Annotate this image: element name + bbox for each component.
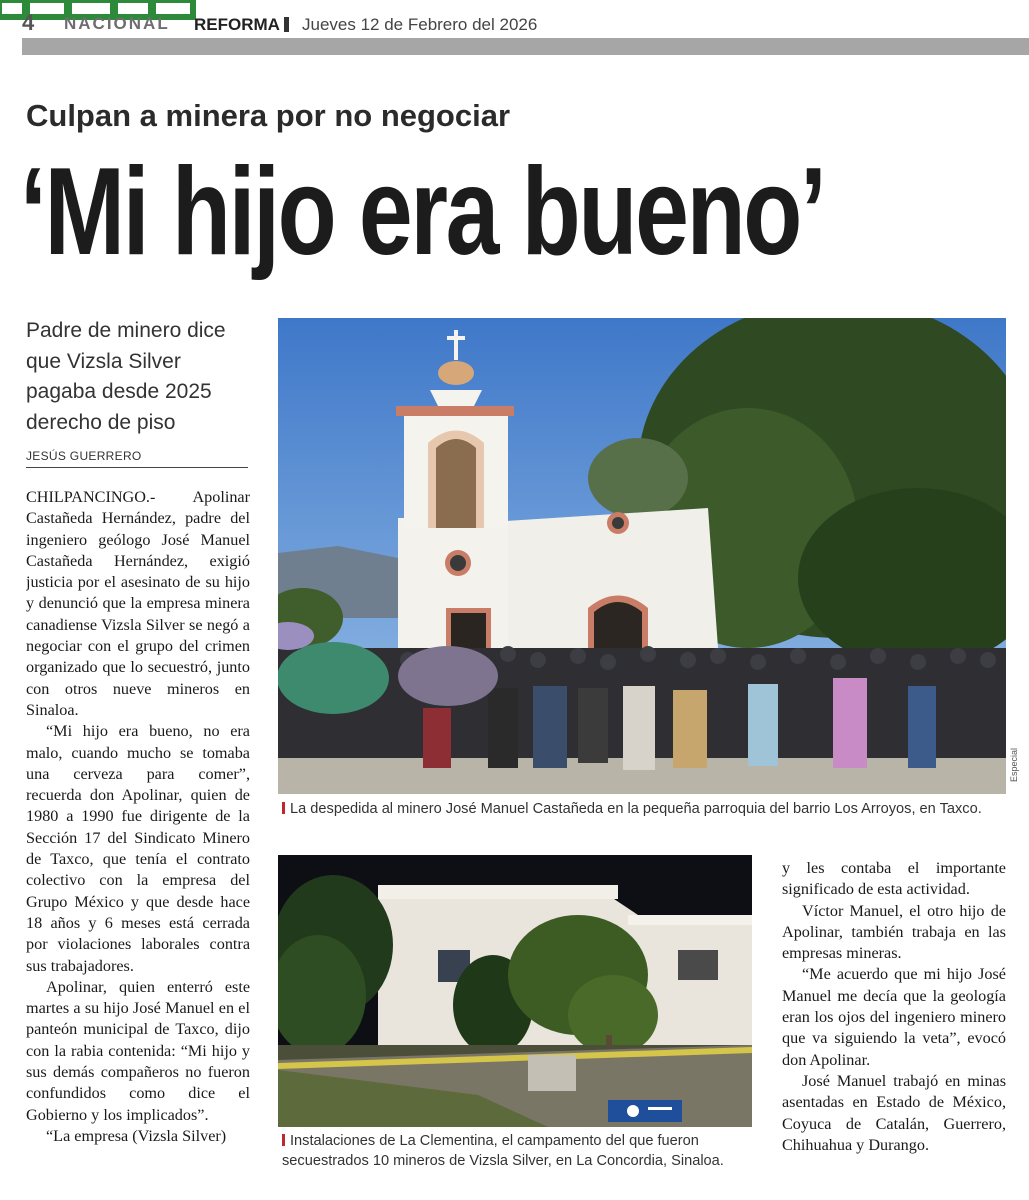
issue-date: Jueves 12 de Febrero del 2026 <box>302 15 538 34</box>
paragraph: Apolinar, quien enterró este martes a su hijo José Manuel en el panteón municipal de Taxco, dijo con la rabia contenida: “Mi hijo y sus demás compañeros no fueron confundidos como dice el Gobierno y los implicados”. <box>26 977 250 1124</box>
newspaper-name: REFORMA <box>194 15 280 34</box>
headline-kicker: Culpan a minera por no negociar <box>26 98 511 133</box>
paragraph: CHILPANCINGO.- Apolinar Castañeda Hernández, padre del ingeniero geólogo José Manuel Castañeda Hernández, exigió justicia por el asesinato de su hijo y denunció que la empresa minera canadiense Vizsla Silver se negó a negociar con el grupo del crimen organizado que lo secuestró, junto con otros nueve mineros en Sinaloa. <box>26 488 250 719</box>
paragraph: “La empresa (Vizsla Silver) <box>46 1126 227 1145</box>
page-number: 4 <box>22 10 35 35</box>
paragraph: Víctor Manuel, el otro hijo de Apolinar, también trabaja en las empresas mineras. <box>782 901 1006 963</box>
photo-credit: Especial <box>1009 748 1019 783</box>
byline: JESÚS GUERRERO <box>26 449 142 463</box>
paragraph: “Mi hijo era bueno, no era malo, cuando mucho se tomaba una cerveza para comer”, recuerda don Apolinar, quien de 1980 a 1990 fue dirigente de la Sección 17 del Sindicato Minero de Taxco, que tenía el contrato colectivo con la empresa del Grupo México y que desde hace 18 años y 6 meses está cerrada por violaciones laborales contra sus trabajadores. <box>26 722 250 975</box>
paragraph: y les contaba el importante significado de esta actividad. <box>782 859 1006 899</box>
header-separator <box>284 17 289 32</box>
article-column-3 <box>782 858 1006 1156</box>
camp-photo-illustration <box>278 855 752 1127</box>
photo-caption <box>282 799 1002 819</box>
camp-photo <box>278 855 752 1127</box>
caption-marker <box>282 1134 285 1146</box>
byline-rule <box>26 467 248 468</box>
caption-marker <box>282 802 285 814</box>
paragraph: “Me acuerdo que mi hijo José Manuel me decía que la geología eran los ojos del ingeniero minero que va siguiendo la veta”, evocó don Apolinar. <box>782 965 1006 1069</box>
main-headline: ‘Mi hijo era bueno’ <box>20 143 825 281</box>
subheadline: Padre de minero dice que Vizsla Silver pagaba desde 2025 derecho de piso <box>26 319 226 434</box>
caption-text: La despedida al minero José Manuel Castañeda en la pequeña parroquia del barrio Los Arroyos, en Taxco. <box>290 801 982 817</box>
header-rule-left <box>22 38 278 55</box>
caption-text: Instalaciones de La Clementina, el campamento del que fueron secuestrados 10 mineros de Vizsla Silver, en La Concordia, Sinaloa. <box>282 1133 724 1169</box>
paragraph: José Manuel trabajó en minas asentadas en Estado de México, Coyuca de Catalán, Guerrero, Chihuahua y Durango. <box>782 1071 1006 1154</box>
photo-caption <box>282 1131 752 1171</box>
funeral-photo-illustration <box>278 318 1006 794</box>
article-column-1 <box>26 487 250 1200</box>
section-label: NACIONAL <box>64 14 170 33</box>
funeral-photo <box>278 318 1006 794</box>
header-rule <box>278 38 1029 55</box>
